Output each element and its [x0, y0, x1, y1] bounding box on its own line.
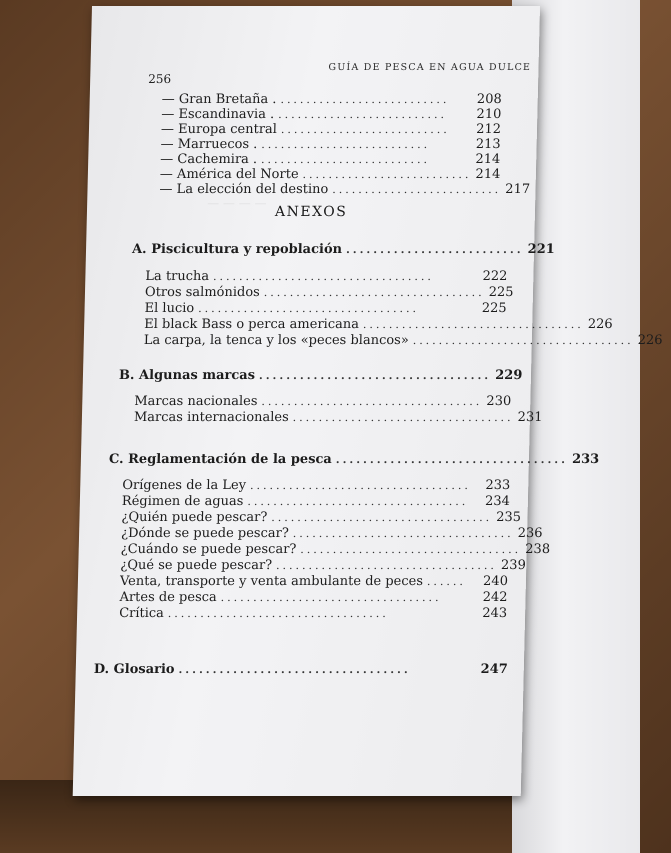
anexos-title: ANEXOS [274, 204, 348, 220]
toc-entry: El black Bass o perca americana .................................. 226 [144, 317, 613, 332]
toc-entry: ¿Dónde se puede pescar? .................................. 236 [120, 526, 543, 541]
toc-entry: Régimen de aguas .................................. 234 [121, 494, 511, 509]
toc-entry: ¿Quién puede pescar? .................................. 235 [121, 510, 522, 525]
toc-entry: — Europa central .......................... 212 [160, 122, 502, 137]
show-through-text: — — — — [207, 196, 267, 210]
section-heading-d: D. Glosario .................................. 247 [93, 662, 508, 677]
toc-entry: — América del Norte .......................... 214 [159, 167, 501, 182]
section-heading-a: A. Piscicultura y repoblación .......................... 221 [131, 242, 555, 257]
toc-entry: El lucio .................................. 225 [144, 301, 507, 316]
toc-entry: — Escandinavia . .......................... 210 [161, 107, 502, 122]
book-page [73, 6, 663, 796]
toc-entry: Marcas internacionales .................................. 231 [133, 410, 543, 425]
running-header: GUÍA DE PESCA EN AGUA DULCE [328, 62, 532, 73]
toc-entry: Venta, transporte y venta ambulante de peces ...... 240 [119, 574, 509, 589]
toc-entry: Orígenes de la Ley .................................. 233 [122, 478, 511, 493]
toc-entry: La trucha .................................. 222 [145, 269, 508, 284]
toc-entry: — Cachemira . .......................... 214 [160, 152, 501, 167]
toc-entry: Artes de pesca .................................. 242 [119, 590, 508, 605]
page-number: 256 [148, 72, 172, 86]
toc-entry: Marcas nacionales .................................. 230 [134, 394, 512, 409]
toc-entry: — Marruecos . .......................... 213 [160, 137, 501, 152]
section-heading-b: B. Algunas marcas .................................. 229 [118, 368, 523, 383]
section-heading-c: C. Reglamentación de la pesca .................................. 233 [108, 452, 600, 467]
toc-entry: La carpa, la tenca y los «peces blancos» .................................. 226 [143, 333, 663, 348]
toc-entry: — Gran Bretaña . .......................... 208 [161, 92, 502, 107]
toc-entry: Otros salmónidos .................................. 225 [144, 285, 514, 300]
toc-entry: Crítica .................................. 243 [118, 606, 508, 621]
toc-entry: ¿Qué se puede pescar? .................................. 239 [120, 558, 526, 573]
toc-entry: — La elección del destino .......................... 217 [159, 182, 531, 197]
toc-entry: ¿Cuándo se puede pescar? .................................. 238 [120, 542, 551, 557]
